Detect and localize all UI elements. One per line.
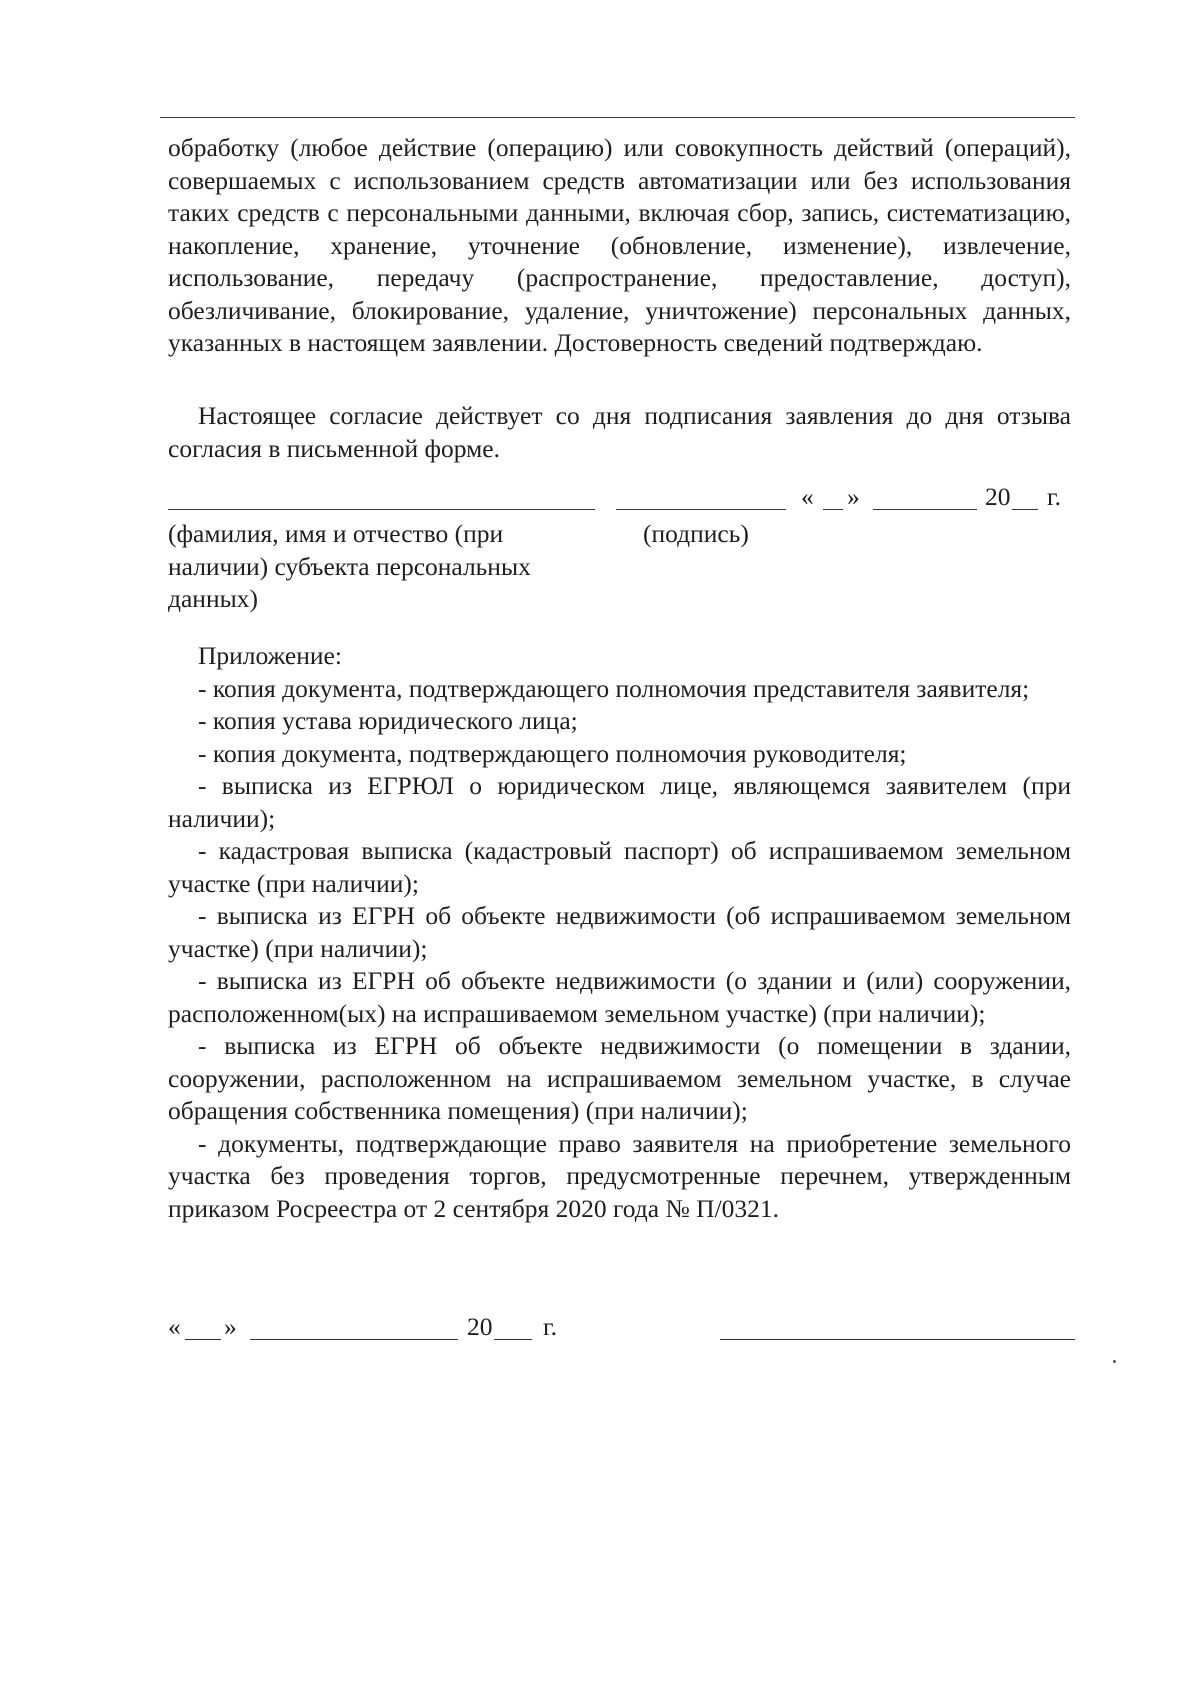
footer-date-close-quote: » (224, 1312, 237, 1341)
year-prefix: 20 (985, 482, 1011, 511)
attachments-section (168, 640, 1071, 1225)
month-line (873, 509, 977, 510)
validity-paragraph-block (168, 400, 1071, 465)
consent-paragraph-block (168, 132, 1071, 360)
year-suffix: г. (1047, 482, 1061, 511)
signature-line (616, 509, 786, 510)
footer-year-line (494, 1339, 532, 1340)
attachment-item: - кадастровая выписка (кадастровый паспорт) об испрашиваемом земельном участке (при наличии); (168, 836, 1071, 898)
signature-caption: (подпись) (643, 519, 749, 548)
name-signature-line (168, 509, 595, 510)
attachment-item: - выписка из ЕГРЮЛ о юридическом лице, являющемся заявителем (при наличии); (168, 771, 1071, 833)
attachment-item: - выписка из ЕГРН об объекте недвижимости (о здании и (или) сооружении, расположенном(ых) на испрашиваемом земельном участке) (при наличии); (168, 966, 1071, 1028)
validity-paragraph: Настоящее согласие действует со дня подписания заявления до дня отзыва согласия в письменной форме. (168, 401, 1071, 463)
attachment-item: - копия документа, подтверждающего полномочия руководителя; (198, 738, 907, 768)
footer-day-line (185, 1339, 221, 1340)
footer-signature-line (720, 1339, 1075, 1340)
date-close-quote: » (847, 482, 860, 511)
attachment-item: - выписка из ЕГРН об объекте недвижимости (о помещении в здании, сооружении, расположенном на испрашиваемом земельном участке, в случае обращения собственника помещения) (при наличии); (168, 1031, 1071, 1125)
consent-paragraph: обработку (любое действие (операцию) или совокупность действий (операций), совершаемых с использованием средств автоматизации или без использования таких средств с персональными данными, включая сбор, запись, систематизацию, накопление, хранение, уточнение (обновление, изменение), извлечение, использование, передачу (распространение, предоставление, доступ), обезличивание, блокирование, удаление, уничтожение) персональных данных, указанных в настоящем заявлении. Достоверность сведений подтверждаю. (168, 133, 1071, 357)
name-caption: (фамилия, имя и отчество (при наличии) субъекта персональных данных) (168, 519, 531, 613)
footer-month-line (250, 1339, 458, 1340)
footer-date-open-quote: « (168, 1312, 181, 1341)
year-line (1012, 509, 1038, 510)
attachment-item: - выписка из ЕГРН об объекте недвижимости (об испрашиваемом земельном участке) (при наличии); (168, 901, 1071, 963)
footer-year-prefix: 20 (467, 1312, 493, 1341)
footer-year-suffix: г. (543, 1312, 557, 1341)
attachment-item: - копия документа, подтверждающего полномочия представителя заявителя; (198, 673, 1030, 703)
header-rule (160, 117, 1075, 118)
attachments-heading: Приложение: (198, 641, 342, 670)
day-line (823, 509, 843, 510)
attachment-item: - документы, подтверждающие право заявителя на приобретение земельного участка без проведения торгов, предусмотренные перечнем, утвержденным приказом Росреестра от 2 сентября 2020 года № П/0321. (168, 1128, 1071, 1223)
date-open-quote: « (801, 482, 814, 511)
scan-speck (1113, 1360, 1116, 1363)
attachment-item: - копия устава юридического лица; (198, 706, 578, 735)
